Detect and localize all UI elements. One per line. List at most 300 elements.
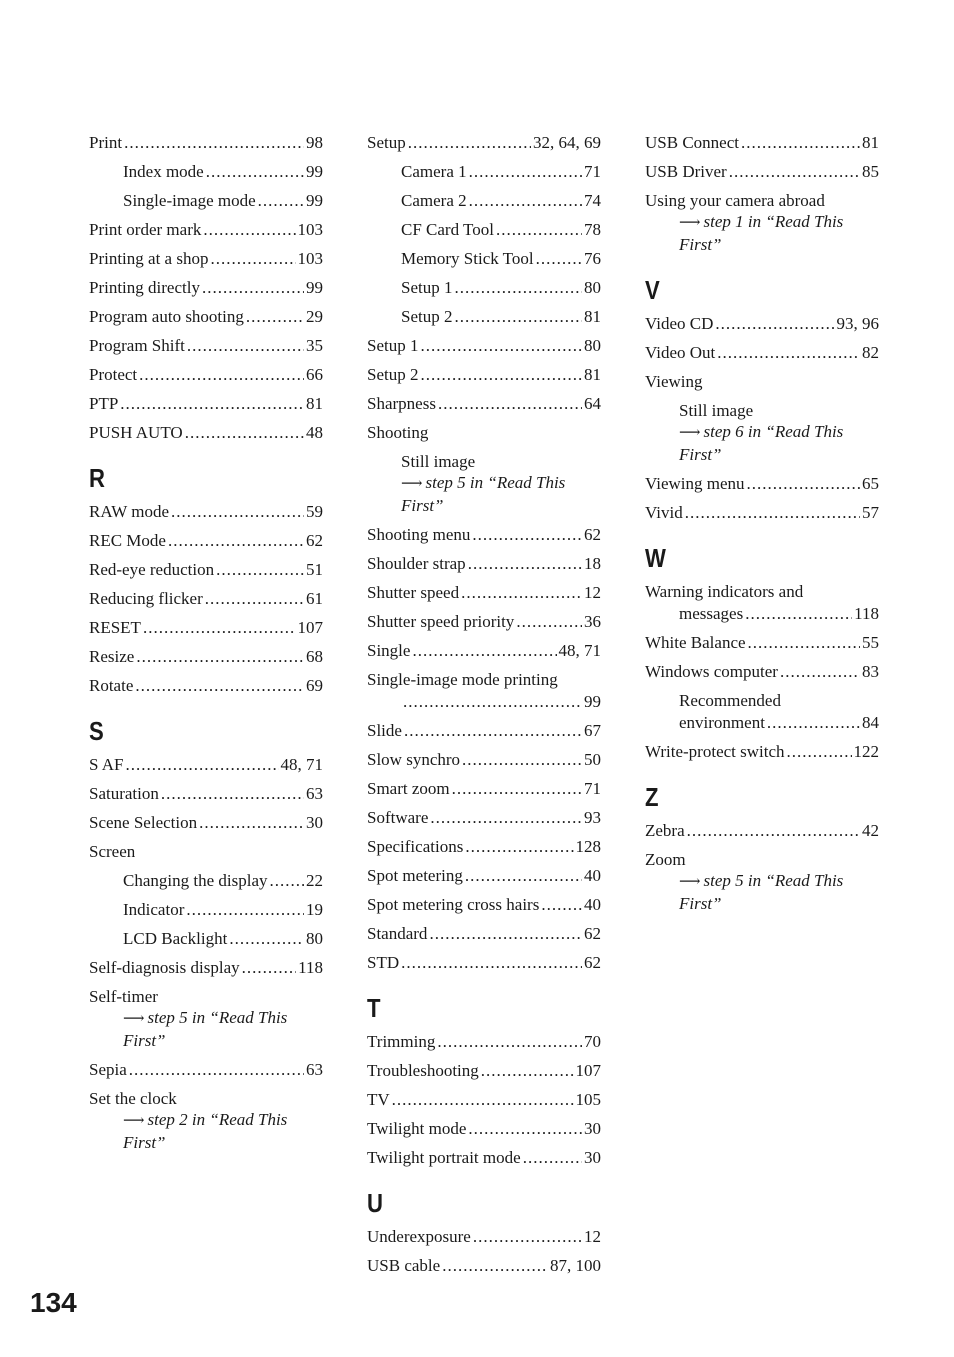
index-entry-troubleshooting	[367, 1060, 601, 1081]
index-entry-scene-selection	[89, 812, 323, 833]
entry-page-ref[interactable]: 48, 71	[558, 641, 601, 660]
dot-leader	[246, 306, 304, 327]
entry-term: Viewing menu	[645, 474, 745, 493]
entry-term: TV	[367, 1090, 390, 1109]
dot-leader	[442, 1255, 548, 1276]
entry-term: Camera 2	[401, 191, 467, 210]
dot-leader	[780, 661, 860, 682]
dot-leader	[429, 923, 582, 944]
index-entry-saturation	[89, 783, 323, 804]
cross-reference-text: First”	[401, 496, 444, 515]
entry-page-ref[interactable]: 30	[584, 1119, 601, 1138]
entry-page-ref[interactable]: 48	[306, 423, 323, 442]
entry-term: Indicator	[123, 900, 185, 919]
dot-leader	[139, 364, 304, 385]
dot-leader	[126, 754, 279, 775]
entry-term: LCD Backlight	[123, 929, 228, 948]
index-heading-still-image: Still image	[401, 452, 476, 471]
dot-leader	[206, 161, 304, 182]
entry-term: Zebra	[645, 821, 685, 840]
cross-reference-text: step 5 in “Read This	[147, 1008, 288, 1027]
index-heading-shooting: Shooting	[367, 423, 429, 442]
entry-page-ref[interactable]: 98	[306, 133, 323, 152]
dot-leader	[124, 132, 304, 153]
entry-term: Specifications	[367, 837, 464, 856]
arrow-right-icon: ⟶	[123, 1113, 145, 1129]
cross-reference	[645, 870, 879, 893]
index-heading-recommended: Recommended	[679, 691, 781, 710]
dot-leader	[473, 1226, 582, 1247]
cross-reference	[645, 893, 879, 914]
dot-leader	[469, 161, 582, 182]
entry-page-ref[interactable]: 59	[306, 502, 323, 521]
dot-leader	[187, 335, 304, 356]
dot-leader	[748, 632, 860, 653]
entry-page-ref[interactable]: 55	[862, 633, 879, 652]
index-entry-index-mode	[89, 161, 323, 182]
entry-term: Slide	[367, 721, 402, 740]
index-entry-tv	[367, 1089, 601, 1110]
cross-reference	[645, 421, 879, 444]
entry-term: Trimming	[367, 1032, 436, 1051]
dot-leader	[203, 219, 295, 240]
index-entry-slow-synchro	[367, 749, 601, 770]
cross-reference-text: First”	[123, 1031, 166, 1050]
index-entry-push-auto	[89, 422, 323, 443]
entry-page-ref[interactable]: 48, 71	[280, 755, 323, 774]
cross-reference-text: First”	[679, 235, 722, 254]
entry-term: Video CD	[645, 314, 714, 333]
entry-page-ref[interactable]: 99	[306, 278, 323, 297]
entry-term: Windows computer	[645, 662, 778, 681]
index-entry-environment	[645, 712, 879, 733]
index-entry-viewing-menu	[645, 473, 879, 494]
entry-page-ref[interactable]: 62	[584, 924, 601, 943]
cross-reference	[89, 1007, 323, 1030]
dot-leader	[687, 820, 860, 841]
index-entry-ptp	[89, 393, 323, 414]
index-heading-single-image-mode-printing: Single-image mode printing	[367, 670, 558, 689]
dot-leader	[420, 335, 582, 356]
entry-term: Spot metering	[367, 866, 463, 885]
dot-leader	[541, 894, 582, 915]
index-heading-still-image: Still image	[679, 401, 754, 420]
index-entry-trimming	[367, 1031, 601, 1052]
entry-page-ref[interactable]: 99	[306, 162, 323, 181]
entry-page-ref[interactable]: 83	[862, 662, 879, 681]
entry-term: Software	[367, 808, 429, 827]
index-entry-sepia	[89, 1059, 323, 1080]
cross-reference-text: First”	[679, 445, 722, 464]
index-entry-print-order-mark	[89, 219, 323, 240]
entry-page-ref[interactable]: 103	[297, 249, 323, 268]
entry-page-ref[interactable]: 30	[306, 813, 323, 832]
entry-term: Changing the display	[123, 871, 268, 890]
index-column-3	[645, 132, 879, 914]
entry-page-ref[interactable]: 82	[862, 343, 879, 362]
entry-page-ref[interactable]: 107	[297, 618, 323, 637]
dot-leader	[741, 132, 860, 153]
entry-term: Sharpness	[367, 394, 436, 413]
section-letter-v: V	[645, 275, 660, 305]
entry-term: Shutter speed	[367, 583, 460, 602]
entry-page-ref[interactable]: 50	[584, 750, 601, 769]
entry-page-ref[interactable]: 32, 64, 69	[533, 133, 601, 152]
index-entry-resize	[89, 646, 323, 667]
entry-page-ref[interactable]: 74	[584, 191, 601, 210]
dot-leader	[171, 501, 304, 522]
index-entry-setup-2	[367, 306, 601, 327]
cross-reference-text: step 5 in “Read This	[703, 871, 844, 890]
cross-reference-text: First”	[679, 894, 722, 913]
entry-term: RESET	[89, 618, 141, 637]
index-entry-program-shift	[89, 335, 323, 356]
index-entry-blank	[367, 691, 601, 712]
entry-page-ref[interactable]: 40	[584, 866, 601, 885]
entry-term: Rotate	[89, 676, 134, 695]
cross-reference	[645, 211, 879, 234]
entry-term: Protect	[89, 365, 138, 384]
index-entry-shutter-speed	[367, 582, 601, 603]
entry-term: Memory Stick Tool	[401, 249, 534, 268]
entry-page-ref[interactable]: 93	[584, 808, 601, 827]
index-entry-changing-the-display	[89, 870, 323, 891]
section-letter-t: T	[367, 993, 381, 1023]
index-heading-viewing: Viewing	[645, 372, 703, 391]
entry-page-ref[interactable]: 62	[584, 953, 601, 972]
index-entry-shutter-speed-priority	[367, 611, 601, 632]
entry-page-ref[interactable]: 71	[584, 779, 601, 798]
dot-leader	[523, 1147, 582, 1168]
dot-leader	[143, 617, 296, 638]
dot-leader	[168, 530, 304, 551]
dot-leader	[186, 899, 304, 920]
index-entry-cf-card-tool	[367, 219, 601, 240]
entry-term: Setup	[367, 133, 406, 152]
entry-term: Single-image mode	[123, 191, 256, 210]
entry-term: Resize	[89, 647, 135, 666]
entry-term: Setup 2	[401, 307, 453, 326]
dot-leader	[136, 646, 304, 667]
entry-term: Troubleshooting	[367, 1061, 479, 1080]
entry-page-ref[interactable]: 35	[306, 336, 323, 355]
entry-term: S AF	[89, 755, 124, 774]
entry-term: Printing directly	[89, 278, 200, 297]
dot-leader	[536, 248, 582, 269]
entry-term: Smart zoom	[367, 779, 450, 798]
index-entry-write-protect-switch	[645, 741, 879, 762]
entry-term: Program auto shooting	[89, 307, 244, 326]
entry-page-ref[interactable]: 69	[306, 676, 323, 695]
entry-term: Program Shift	[89, 336, 185, 355]
index-entry-video-cd	[645, 313, 879, 334]
index-entry-setup-1	[367, 335, 601, 356]
entry-page-ref[interactable]: 85	[862, 162, 879, 181]
dot-leader	[438, 393, 582, 414]
entry-page-ref[interactable]: 63	[306, 1060, 323, 1079]
index-entry-rotate	[89, 675, 323, 696]
entry-page-ref[interactable]: 118	[854, 604, 879, 623]
entry-page-ref[interactable]: 19	[306, 900, 323, 919]
index-entry-smart-zoom	[367, 778, 601, 799]
index-entry-program-auto-shooting	[89, 306, 323, 327]
entry-page-ref[interactable]: 67	[584, 721, 601, 740]
dot-leader	[717, 342, 860, 363]
entry-page-ref[interactable]: 30	[584, 1148, 601, 1167]
entry-page-ref[interactable]: 57	[862, 503, 879, 522]
entry-page-ref[interactable]: 70	[584, 1032, 601, 1051]
dot-leader	[392, 1089, 574, 1110]
entry-term: Underexposure	[367, 1227, 471, 1246]
entry-page-ref[interactable]: 99	[306, 191, 323, 210]
dot-leader	[454, 277, 582, 298]
dot-leader	[787, 741, 852, 762]
cross-reference-text: step 1 in “Read This	[703, 212, 844, 231]
dot-leader	[767, 712, 860, 733]
entry-term: USB Connect	[645, 133, 739, 152]
entry-term: Vivid	[645, 503, 683, 522]
index-heading-zoom: Zoom	[645, 850, 686, 869]
index-entry-reducing-flicker	[89, 588, 323, 609]
entry-term: Spot metering cross hairs	[367, 895, 540, 914]
index-heading-warning-indicators-and: Warning indicators and	[645, 582, 804, 601]
entry-term: messages	[679, 604, 744, 623]
index-entry-sharpness	[367, 393, 601, 414]
entry-page-ref[interactable]: 118	[298, 958, 323, 977]
arrow-right-icon: ⟶	[679, 215, 701, 231]
entry-page-ref[interactable]: 63	[306, 784, 323, 803]
index-entry-windows-computer	[645, 661, 879, 682]
index-entry-usb-connect	[645, 132, 879, 153]
dot-leader	[465, 836, 573, 857]
index-entry-protect	[89, 364, 323, 385]
index-entry-video-out	[645, 342, 879, 363]
entry-page-ref[interactable]: 36	[584, 612, 601, 631]
index-entry-reset	[89, 617, 323, 638]
entry-page-ref[interactable]: 29	[306, 307, 323, 326]
dot-leader	[420, 364, 582, 385]
entry-term: USB Driver	[645, 162, 727, 181]
entry-page-ref[interactable]: 62	[306, 531, 323, 550]
index-entry-spot-metering	[367, 865, 601, 886]
dot-leader	[437, 1031, 582, 1052]
cross-reference-text: step 2 in “Read This	[147, 1110, 288, 1129]
entry-page-ref[interactable]: 40	[584, 895, 601, 914]
entry-page-ref[interactable]: 80	[306, 929, 323, 948]
entry-term: Setup 1	[367, 336, 419, 355]
cross-reference-text: First”	[123, 1133, 166, 1152]
entry-page-ref[interactable]: 18	[584, 554, 601, 573]
index-entry-twilight-portrait-mode	[367, 1147, 601, 1168]
dot-leader	[185, 422, 304, 443]
index-entry-zebra	[645, 820, 879, 841]
index-entry-setup-2	[367, 364, 601, 385]
index-entry-underexposure	[367, 1226, 601, 1247]
cross-reference	[645, 234, 879, 255]
entry-term: Shutter speed priority	[367, 612, 515, 631]
entry-page-ref[interactable]: 51	[306, 560, 323, 579]
index-entry-camera-1	[367, 161, 601, 182]
entry-page-ref[interactable]: 42	[862, 821, 879, 840]
entry-term: REC Mode	[89, 531, 166, 550]
cross-reference-text: step 6 in “Read This	[703, 422, 844, 441]
dot-leader	[472, 524, 582, 545]
entry-term: environment	[679, 713, 765, 732]
dot-leader	[454, 306, 582, 327]
index-entry-lcd-backlight	[89, 928, 323, 949]
entry-term: USB cable	[367, 1256, 441, 1275]
dot-leader	[401, 952, 582, 973]
dot-leader	[129, 1059, 304, 1080]
entry-term: White Balance	[645, 633, 746, 652]
index-entry-messages	[645, 603, 879, 624]
section-letter-r: R	[89, 463, 105, 493]
cross-reference	[89, 1030, 323, 1051]
index-entry-setup	[367, 132, 601, 153]
entry-page-ref[interactable]: 68	[306, 647, 323, 666]
entry-term: PTP	[89, 394, 119, 413]
entry-term: Print	[89, 133, 123, 152]
entry-page-ref[interactable]: 87, 100	[550, 1256, 601, 1275]
dot-leader	[202, 277, 304, 298]
entry-page-ref[interactable]: 62	[584, 525, 601, 544]
index-entry-white-balance	[645, 632, 879, 653]
entry-term: STD	[367, 953, 400, 972]
dot-leader	[404, 720, 582, 741]
index-heading-set-the-clock: Set the clock	[89, 1089, 177, 1108]
dot-leader	[216, 559, 304, 580]
entry-page-ref[interactable]: 105	[575, 1090, 601, 1109]
entry-page-ref[interactable]: 71	[584, 162, 601, 181]
index-entry-spot-metering-cross-hairs	[367, 894, 601, 915]
arrow-right-icon: ⟶	[401, 476, 423, 492]
index-entry-shoulder-strap	[367, 553, 601, 574]
index-entry-rec-mode	[89, 530, 323, 551]
entry-term: Self-diagnosis display	[89, 958, 240, 977]
entry-page-ref[interactable]: 93, 96	[836, 314, 879, 333]
entry-page-ref[interactable]: 81	[306, 394, 323, 413]
page-number: 134	[30, 1287, 77, 1318]
dot-leader	[481, 1060, 574, 1081]
entry-term: CF Card Tool	[401, 220, 494, 239]
entry-term: Setup 2	[367, 365, 419, 384]
entry-term: PUSH AUTO	[89, 423, 183, 442]
entry-page-ref[interactable]: 128	[575, 837, 601, 856]
entry-term: Shooting menu	[367, 525, 471, 544]
section-letter-s: S	[89, 716, 104, 746]
dot-leader	[135, 675, 304, 696]
index-entry-red-eye-reduction	[89, 559, 323, 580]
entry-page-ref[interactable]: 78	[584, 220, 601, 239]
index-entry-standard	[367, 923, 601, 944]
index-entry-slide	[367, 720, 601, 741]
entry-page-ref[interactable]: 12	[584, 1227, 601, 1246]
dot-leader	[469, 190, 582, 211]
entry-term: Print order mark	[89, 220, 202, 239]
dot-leader	[229, 928, 304, 949]
entry-page-ref[interactable]: 80	[584, 278, 601, 297]
index-entry-s-af	[89, 754, 323, 775]
dot-leader	[269, 870, 304, 891]
dot-leader	[468, 553, 582, 574]
dot-leader	[462, 749, 582, 770]
entry-page-ref[interactable]: 64	[584, 394, 601, 413]
index-entry-specifications	[367, 836, 601, 857]
entry-term: Saturation	[89, 784, 159, 803]
index-entry-print	[89, 132, 323, 153]
index-entry-printing-directly	[89, 277, 323, 298]
dot-leader	[403, 691, 582, 712]
entry-term: Index mode	[123, 162, 204, 181]
entry-page-ref[interactable]: 99	[584, 692, 601, 711]
cross-reference-text: step 5 in “Read This	[425, 473, 566, 492]
entry-page-ref[interactable]: 80	[584, 336, 601, 355]
index-column-1	[89, 132, 323, 1153]
dot-leader	[496, 219, 582, 240]
index-entry-setup-1	[367, 277, 601, 298]
index-entry-usb-driver	[645, 161, 879, 182]
dot-leader	[242, 957, 296, 978]
index-entry-camera-2	[367, 190, 601, 211]
entry-page-ref[interactable]: 81	[862, 133, 879, 152]
dot-leader	[747, 473, 860, 494]
entry-page-ref[interactable]: 12	[584, 583, 601, 602]
entry-term: RAW mode	[89, 502, 170, 521]
index-entry-self-diagnosis-display	[89, 957, 323, 978]
entry-page-ref[interactable]: 22	[306, 871, 323, 890]
index-entry-raw-mode	[89, 501, 323, 522]
entry-term: Shoulder strap	[367, 554, 466, 573]
arrow-right-icon: ⟶	[679, 874, 701, 890]
entry-term: Red-eye reduction	[89, 560, 215, 579]
arrow-right-icon: ⟶	[679, 425, 701, 441]
dot-leader	[468, 1118, 582, 1139]
index-entry-single	[367, 640, 601, 661]
entry-term: Printing at a shop	[89, 249, 209, 268]
entry-page-ref[interactable]: 103	[297, 220, 323, 239]
dot-leader	[729, 161, 860, 182]
cross-reference	[89, 1109, 323, 1132]
index-entry-shooting-menu	[367, 524, 601, 545]
entry-page-ref[interactable]: 84	[862, 713, 879, 732]
index-heading-screen: Screen	[89, 842, 136, 861]
dot-leader	[258, 190, 304, 211]
dot-leader	[412, 640, 556, 661]
section-letter-z: Z	[645, 782, 659, 812]
dot-leader	[516, 611, 582, 632]
dot-leader	[715, 313, 834, 334]
entry-term: Twilight portrait mode	[367, 1148, 521, 1167]
entry-page-ref[interactable]: 122	[853, 742, 879, 761]
entry-page-ref[interactable]: 81	[584, 307, 601, 326]
entry-term: Single	[367, 641, 411, 660]
arrow-right-icon: ⟶	[123, 1011, 145, 1027]
entry-page-ref[interactable]: 65	[862, 474, 879, 493]
index-entry-std	[367, 952, 601, 973]
entry-term: Write-protect switch	[645, 742, 785, 761]
entry-page-ref[interactable]: 76	[584, 249, 601, 268]
dot-leader	[408, 132, 531, 153]
cross-reference	[89, 1132, 323, 1153]
entry-page-ref[interactable]: 81	[584, 365, 601, 384]
dot-leader	[461, 582, 582, 603]
entry-term: Twilight mode	[367, 1119, 467, 1138]
entry-page-ref[interactable]: 107	[575, 1061, 601, 1080]
entry-page-ref[interactable]: 61	[306, 589, 323, 608]
entry-page-ref[interactable]: 66	[306, 365, 323, 384]
dot-leader	[199, 812, 304, 833]
dot-leader	[430, 807, 582, 828]
